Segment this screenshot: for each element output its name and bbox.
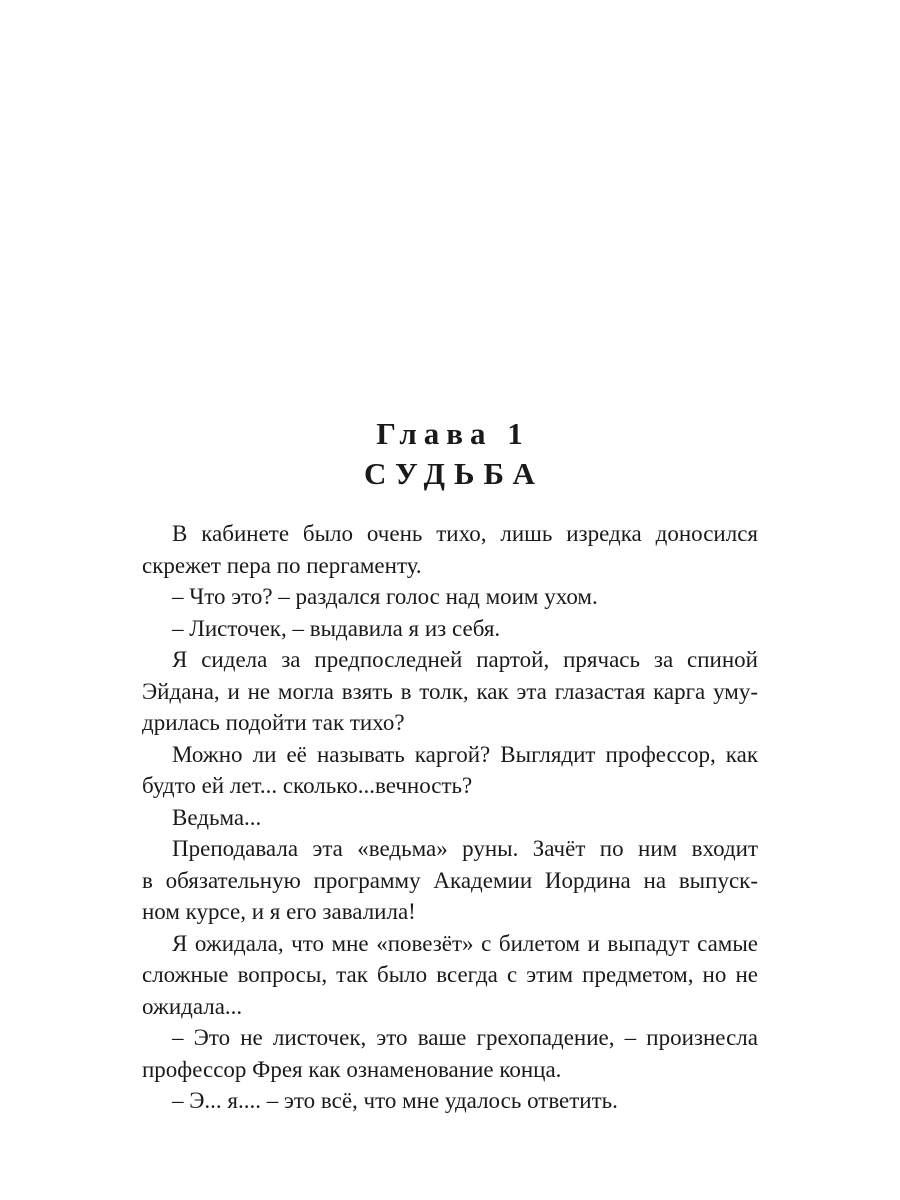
text-line: – Э... я.... – это всё, что мне удалось ответить.	[172, 1088, 618, 1113]
chapter-number: Глава 1	[376, 416, 530, 451]
text-line: дрилась подойти так тихо?	[142, 710, 405, 735]
text-line: сложные вопросы, так было всегда с этим предметом, но не	[142, 962, 758, 987]
text-line: – Это не листочек, это ваше грехопадение, – произнесла	[172, 1025, 758, 1050]
chapter-body-text	[142, 518, 758, 1117]
text-line: Ведьма...	[172, 804, 262, 830]
chapter-heading	[0, 414, 900, 494]
text-line: профессор Фрея как ознаменование конца.	[142, 1056, 562, 1082]
text-line: Я ожидала, что мне «повезёт» с билетом и выпадут самые	[172, 930, 758, 956]
chapter-title: СУДЬБА	[364, 456, 544, 491]
text-line: В кабинете было очень тихо, лишь изредка доносился	[172, 521, 758, 546]
text-line: ожидала...	[142, 993, 243, 1019]
text-line: будто ей лет... сколько...вечность?	[142, 773, 473, 798]
text-line: – Листочек, – выдавила я из себя.	[172, 615, 501, 641]
text-line: Преподавала эта «ведьма» руны. Зачёт по ним входит	[172, 836, 758, 861]
text-line: ном курсе, и я его завалила!	[142, 899, 416, 924]
text-line: Я сидела за предпоследней партой, прячась за спиной	[172, 647, 758, 672]
text-line: – Что это? – раздался голос над моим ухом.	[172, 584, 598, 609]
text-line: в обязательную программу Академии Иордина на выпуск-	[142, 867, 758, 893]
text-line: скрежет пера по пергаменту.	[142, 552, 422, 578]
text-line: Эйдана, и не могла взять в толк, как эта глазастая карга уму-	[142, 678, 758, 704]
text-line: Можно ли её называть каргой? Выглядит профессор, как	[172, 741, 758, 767]
